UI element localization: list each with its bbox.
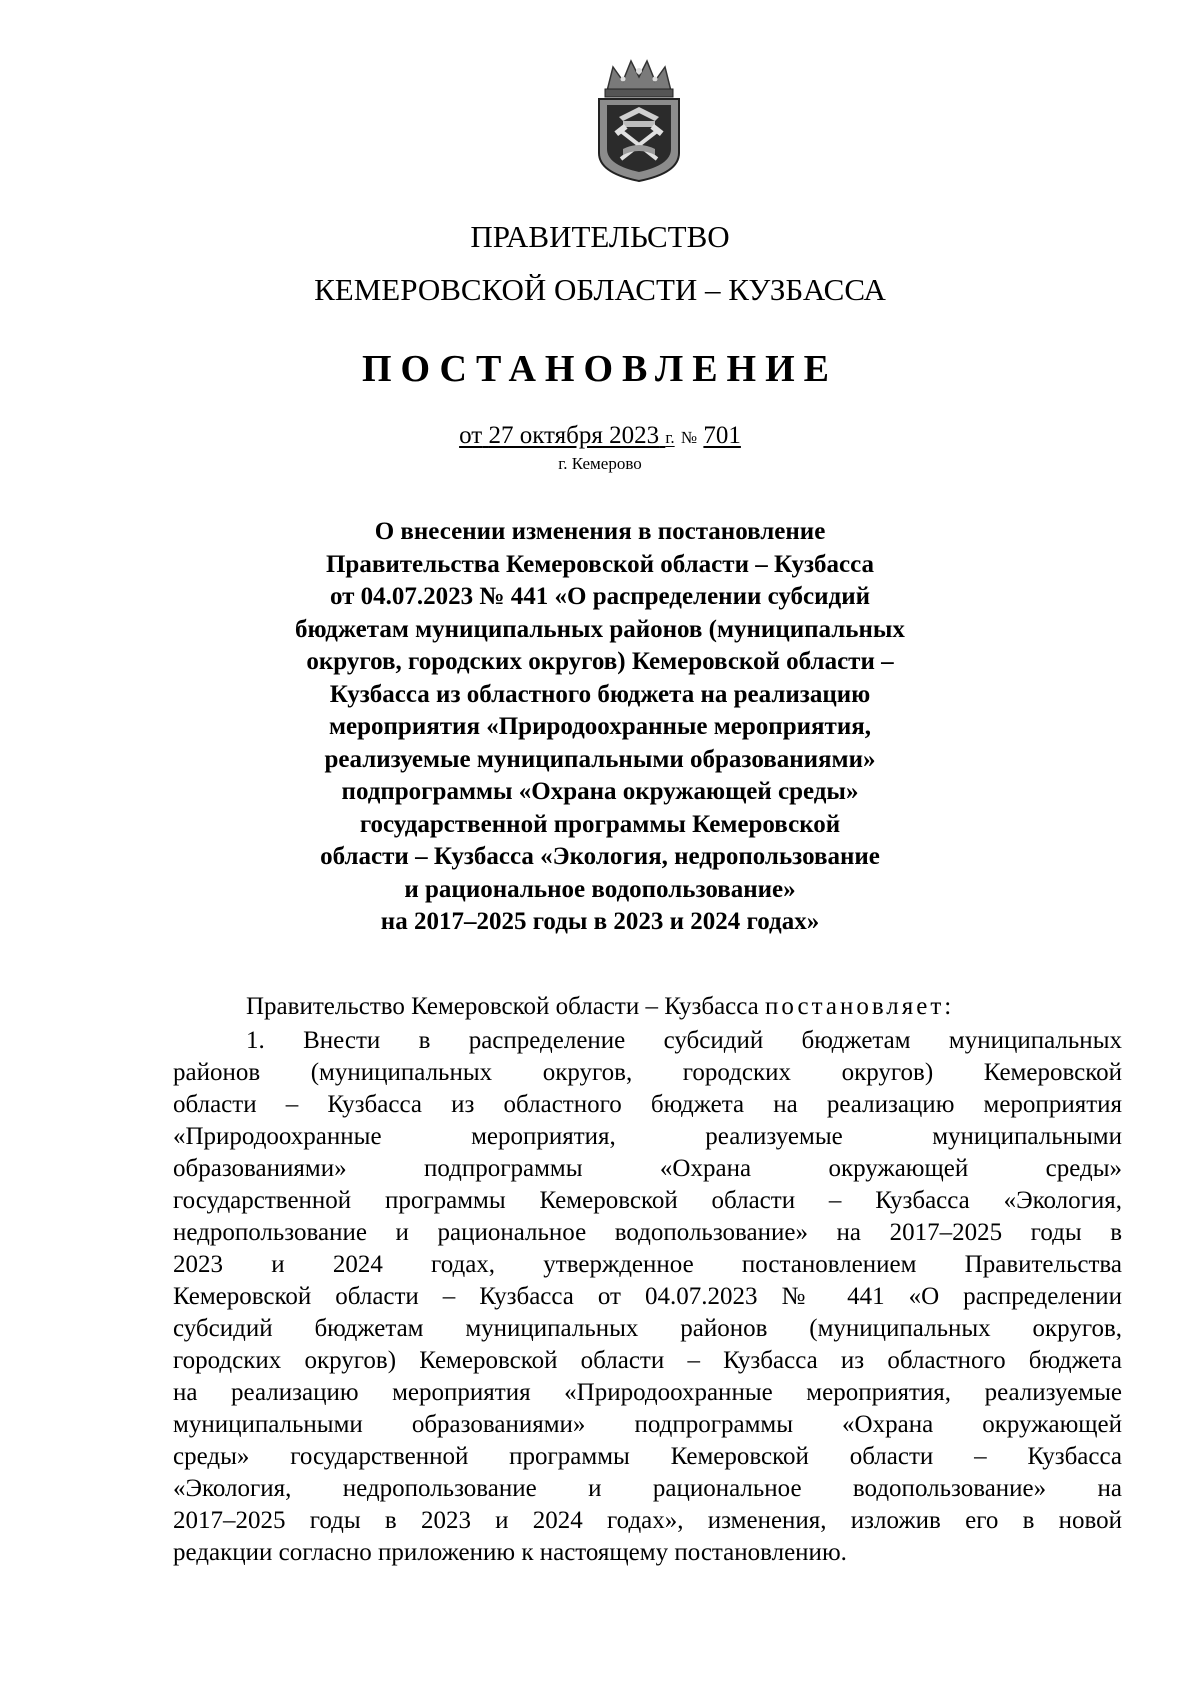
document-title xyxy=(250,516,950,939)
year-suffix: г. xyxy=(665,428,675,447)
government-name-line1: ПРАВИТЕЛЬСТВО xyxy=(470,219,730,254)
title-line: государственной программы Кемеровской xyxy=(359,810,841,838)
paragraph-line: недропользование и рациональное водопользование» на 2017–2025 годы в xyxy=(173,1219,1122,1246)
intro-text: Правительство Кемеровской области – Кузбасса xyxy=(246,993,759,1020)
paragraph-line: 1. Внести в распределение субсидий бюджетам муниципальных xyxy=(246,1027,1122,1054)
paragraph-line: редакции согласно приложению к настоящему постановлению. xyxy=(173,1539,847,1566)
title-line: бюджетам муниципальных районов (муниципальных xyxy=(295,615,905,643)
document-number: 701 xyxy=(703,422,741,449)
paragraph-line: субсидий бюджетам муниципальных районов (муниципальных округов, xyxy=(173,1315,1122,1342)
paragraph-line: области – Кузбасса из областного бюджета на реализацию мероприятия xyxy=(173,1091,1122,1118)
paragraph-line: «Природоохранные мероприятия, реализуемые муниципальными xyxy=(173,1123,1122,1150)
intro-spaced-verb: постановляет: xyxy=(765,993,955,1020)
title-line: от 04.07.2023 № 441 «О распределении субсидий xyxy=(329,583,871,610)
title-line: и рациональное водопользование» xyxy=(404,875,796,903)
document-city: г. Кемерово xyxy=(558,454,642,473)
paragraph-line: образованиями» подпрограммы «Охрана окружающей среды» xyxy=(173,1155,1122,1182)
title-line: О внесении изменения в постановление xyxy=(374,518,826,545)
date-number-line xyxy=(0,422,1200,452)
paragraph-line: «Экология, недропользование и рациональное водопользование» на xyxy=(173,1475,1122,1502)
paragraph-line: 2023 и 2024 годах, утвержденное постановлением Правительства xyxy=(173,1251,1122,1278)
government-name-line2: КЕМЕРОВСКОЙ ОБЛАСТИ – КУЗБАССА xyxy=(314,272,886,307)
paragraph-line: Кемеровской области – Кузбасса от 04.07.2023 № 441 «О распределении xyxy=(173,1283,1122,1310)
intro-statement xyxy=(246,991,954,1023)
document-type: ПОСТАНОВЛЕНИЕ xyxy=(361,348,839,390)
document-date: 27 октября 2023 xyxy=(488,422,660,449)
paragraph-line: среды» государственной программы Кемеровской области – Кузбасса xyxy=(173,1443,1122,1470)
kuzbass-coat-of-arms-icon xyxy=(593,55,685,183)
date-prefix: от xyxy=(459,422,483,449)
title-line: на 2017–2025 годы в 2023 и 2024 годах» xyxy=(380,908,820,935)
title-line: мероприятия «Природоохранные мероприятия, xyxy=(329,713,871,740)
title-line: реализуемые муниципальными образованиями» xyxy=(324,745,876,773)
title-line: округов, городских округов) Кемеровской области – xyxy=(306,648,894,675)
paragraph-line: на реализацию мероприятия «Природоохранные мероприятия, реализуемые xyxy=(173,1379,1122,1406)
number-sign: № xyxy=(680,428,698,447)
title-line: Правительства Кемеровской области – Кузбасса xyxy=(325,550,875,578)
paragraph-line: городских округов) Кемеровской области – Кузбасса из областного бюджета xyxy=(173,1347,1122,1374)
paragraph-1 xyxy=(173,1025,1122,1569)
title-line: Кузбасса из областного бюджета на реализацию xyxy=(329,680,871,708)
paragraph-line: 2017–2025 годы в 2023 и 2024 годах», изменения, изложив его в новой xyxy=(173,1507,1122,1534)
title-line: подпрограммы «Охрана окружающей среды» xyxy=(341,778,859,805)
paragraph-line: районов (муниципальных округов, городских округов) Кемеровской xyxy=(173,1059,1122,1086)
paragraph-line: муниципальными образованиями» подпрограммы «Охрана окружающей xyxy=(173,1411,1122,1438)
title-line: области – Кузбасса «Экология, недропользование xyxy=(320,843,880,870)
paragraph-line: государственной программы Кемеровской области – Кузбасса «Экология, xyxy=(173,1187,1122,1214)
